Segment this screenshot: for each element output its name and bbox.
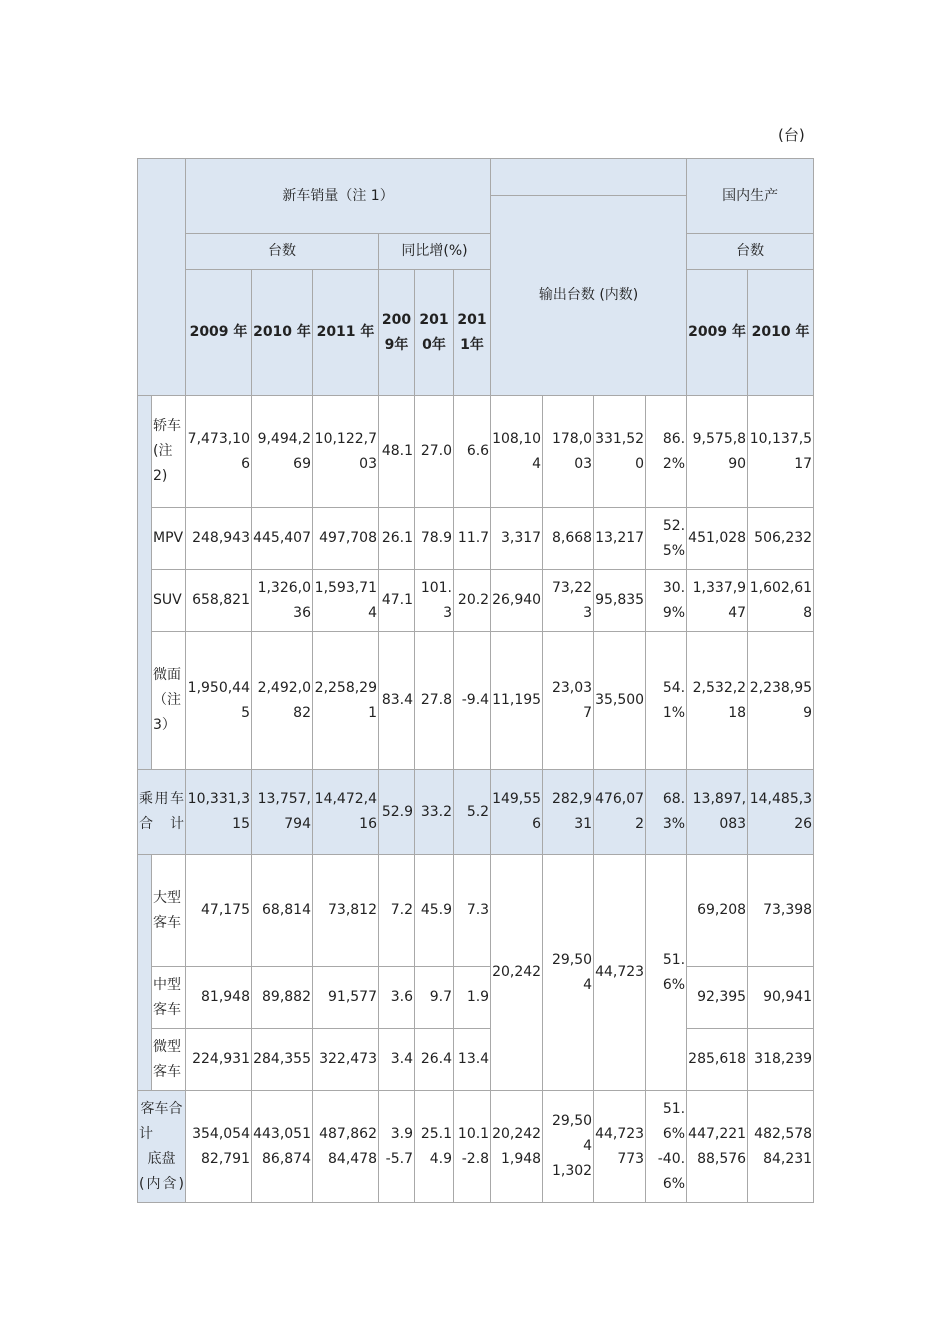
cell: 95,835 xyxy=(594,570,646,632)
cell: 13,757,794 xyxy=(252,770,313,855)
cell xyxy=(415,1091,454,1203)
cell-b: 86,874 xyxy=(262,1150,311,1167)
cell: 506,232 xyxy=(748,508,814,570)
cell: 331,520 xyxy=(594,396,646,508)
row-label: MPV xyxy=(152,508,186,570)
cell: 2,492,082 xyxy=(252,632,313,770)
cell: 73,223 xyxy=(543,570,594,632)
cell: 1,326,036 xyxy=(252,570,313,632)
cell: 47.1 xyxy=(379,570,415,632)
cell: 89,882 xyxy=(252,967,313,1029)
cell: 26,940 xyxy=(491,570,543,632)
cell xyxy=(186,1091,252,1203)
cell: 13,897,083 xyxy=(687,770,748,855)
cell-b: 88,576 xyxy=(697,1150,747,1167)
cell: 1,950,445 xyxy=(186,632,252,770)
header-domestic: 国内生产 xyxy=(687,159,814,234)
cell: 13,217 xyxy=(594,508,646,570)
cell-a: 20,242 xyxy=(492,1125,542,1142)
cell: 14,485,326 xyxy=(748,770,814,855)
cell: 322,473 xyxy=(313,1029,379,1091)
table-row xyxy=(138,632,814,770)
export-year-2010: 2010 年 xyxy=(748,270,814,396)
cell: 658,821 xyxy=(186,570,252,632)
cell-a: 10.1 xyxy=(457,1125,490,1142)
vehicle-sales-table xyxy=(137,158,814,1203)
cell: 68.3% xyxy=(646,770,687,855)
cell: 10,331,315 xyxy=(186,770,252,855)
header-yoy: 同比增(%) xyxy=(379,234,491,270)
cell: 29,504 xyxy=(543,855,594,1091)
cell: 8,668 xyxy=(543,508,594,570)
cell: 90,941 xyxy=(748,967,814,1029)
cell-b: -2.8 xyxy=(461,1150,490,1167)
cell: 9.7 xyxy=(415,967,454,1029)
cell-a: 354,054 xyxy=(192,1125,250,1142)
cell: 91,577 xyxy=(313,967,379,1029)
year-2009: 2009 年 xyxy=(186,270,252,396)
cell xyxy=(454,1091,491,1203)
cell: 3,317 xyxy=(491,508,543,570)
cell: 83.4 xyxy=(379,632,415,770)
cell: 285,618 xyxy=(687,1029,748,1091)
pct-year-2009: 2009年 xyxy=(379,270,415,396)
cell: 445,407 xyxy=(252,508,313,570)
cell-a: 25.1 xyxy=(420,1125,452,1142)
cell: 11.7 xyxy=(454,508,491,570)
cell: 26.1 xyxy=(379,508,415,570)
row-label: 中型客车 xyxy=(152,967,186,1029)
group-stripe xyxy=(138,855,152,1091)
cell: 20,242 xyxy=(491,855,543,1091)
cell: 451,028 xyxy=(687,508,748,570)
cell-b: 4.9 xyxy=(429,1150,452,1167)
header-new-sales: 新车销量（注 1） xyxy=(186,159,491,234)
table-row xyxy=(138,855,814,967)
cell: 2,532,218 xyxy=(687,632,748,770)
cell: 14,472,416 xyxy=(313,770,379,855)
table-row-total xyxy=(138,770,814,855)
cell-a: 482,578 xyxy=(754,1125,813,1142)
cell: 1,337,947 xyxy=(687,570,748,632)
table-row xyxy=(138,570,814,632)
cell: 318,239 xyxy=(748,1029,814,1091)
cell: 92,395 xyxy=(687,967,748,1029)
cell: 284,355 xyxy=(252,1029,313,1091)
cell xyxy=(252,1091,313,1203)
row-label-a: 客车合计 xyxy=(139,1100,183,1142)
cell-a: 487,862 xyxy=(319,1125,377,1142)
cell: 6.6 xyxy=(454,396,491,508)
cell: 51.6% xyxy=(646,855,687,1091)
corner-cell xyxy=(138,159,186,396)
cell-a: 51.6% xyxy=(662,1100,686,1142)
cell: 108,104 xyxy=(491,396,543,508)
cell: 86.2% xyxy=(646,396,687,508)
cell: 68,814 xyxy=(252,855,313,967)
header-spacer xyxy=(491,159,687,196)
cell xyxy=(379,1091,415,1203)
cell: 69,208 xyxy=(687,855,748,967)
cell: 9,494,269 xyxy=(252,396,313,508)
table-row xyxy=(138,508,814,570)
cell: 35,500 xyxy=(594,632,646,770)
table-row xyxy=(138,396,814,508)
table-row-total xyxy=(138,1091,814,1203)
cell: 9,575,890 xyxy=(687,396,748,508)
cell-b: 84,231 xyxy=(763,1150,813,1167)
cell-b: 84,478 xyxy=(328,1150,377,1167)
row-label: SUV xyxy=(152,570,186,632)
cell: 26.4 xyxy=(415,1029,454,1091)
header-units: 台数 xyxy=(186,234,379,270)
cell: 27.0 xyxy=(415,396,454,508)
cell xyxy=(543,1091,594,1203)
cell-b: 1,302 xyxy=(551,1163,593,1179)
cell-b: 773 xyxy=(617,1150,645,1167)
row-label-b: 底盘(内含) xyxy=(139,1150,184,1192)
cell: 7.3 xyxy=(454,855,491,967)
cell: 149,556 xyxy=(491,770,543,855)
header-export: 输出台数 (内数) xyxy=(491,196,687,396)
cell-a: 3.9 xyxy=(390,1125,413,1142)
pct-year-2010: 2010年 xyxy=(415,270,454,396)
year-2011: 2011 年 xyxy=(313,270,379,396)
cell: 48.1 xyxy=(379,396,415,508)
cell: 5.2 xyxy=(454,770,491,855)
export-year-2009: 2009 年 xyxy=(687,270,748,396)
cell: 248,943 xyxy=(186,508,252,570)
cell: 81,948 xyxy=(186,967,252,1029)
cell: 44,723 xyxy=(594,855,646,1091)
row-label: 乘用车合计 xyxy=(138,770,186,855)
cell: 23,037 xyxy=(543,632,594,770)
cell-a: 443,051 xyxy=(253,1125,311,1142)
table-row xyxy=(138,1029,814,1091)
cell-b: 1,948 xyxy=(500,1150,542,1167)
cell: 73,812 xyxy=(313,855,379,967)
cell xyxy=(491,1091,543,1203)
cell: 52.5% xyxy=(646,508,687,570)
cell: 20.2 xyxy=(454,570,491,632)
cell: 10,122,703 xyxy=(313,396,379,508)
cell: 224,931 xyxy=(186,1029,252,1091)
cell: 3.6 xyxy=(379,967,415,1029)
cell: 476,072 xyxy=(594,770,646,855)
cell-a: 44,723 xyxy=(595,1125,645,1142)
row-label: 大型客车 xyxy=(152,855,186,967)
unit-label: (台) xyxy=(778,126,805,144)
cell: 78.9 xyxy=(415,508,454,570)
cell: 13.4 xyxy=(454,1029,491,1091)
cell: 47,175 xyxy=(186,855,252,967)
cell-b: 82,791 xyxy=(201,1150,250,1167)
cell-b: -40.6% xyxy=(657,1150,686,1192)
cell: 7,473,106 xyxy=(186,396,252,508)
cell: 1.9 xyxy=(454,967,491,1029)
cell: 1,593,714 xyxy=(313,570,379,632)
cell: 52.9 xyxy=(379,770,415,855)
cell xyxy=(748,1091,814,1203)
cell: 497,708 xyxy=(313,508,379,570)
cell xyxy=(594,1091,646,1203)
cell-a: 29,504 xyxy=(551,1113,593,1154)
cell xyxy=(313,1091,379,1203)
cell: 10,137,517 xyxy=(748,396,814,508)
cell xyxy=(646,1091,687,1203)
cell: 73,398 xyxy=(748,855,814,967)
table-row xyxy=(138,967,814,1029)
cell: 33.2 xyxy=(415,770,454,855)
row-label xyxy=(138,1091,186,1203)
row-label: 微面（注3） xyxy=(152,632,186,770)
cell: 11,195 xyxy=(491,632,543,770)
cell: 30.9% xyxy=(646,570,687,632)
cell-b: -5.7 xyxy=(385,1150,413,1167)
cell-a: 447,221 xyxy=(688,1125,747,1142)
year-2010: 2010 年 xyxy=(252,270,313,396)
cell xyxy=(687,1091,748,1203)
cell: -9.4 xyxy=(454,632,491,770)
cell: 178,003 xyxy=(543,396,594,508)
cell: 27.8 xyxy=(415,632,454,770)
cell: 1,602,618 xyxy=(748,570,814,632)
cell: 282,931 xyxy=(543,770,594,855)
cell: 101.3 xyxy=(415,570,454,632)
pct-year-2011: 2011年 xyxy=(454,270,491,396)
row-label: 微型客车 xyxy=(152,1029,186,1091)
cell: 54.1% xyxy=(646,632,687,770)
cell: 45.9 xyxy=(415,855,454,967)
cell: 2,238,959 xyxy=(748,632,814,770)
row-label: 轿车(注2) xyxy=(152,396,186,508)
group-stripe xyxy=(138,396,152,770)
cell: 2,258,291 xyxy=(313,632,379,770)
header-domestic-units: 台数 xyxy=(687,234,814,270)
cell: 3.4 xyxy=(379,1029,415,1091)
cell: 7.2 xyxy=(379,855,415,967)
